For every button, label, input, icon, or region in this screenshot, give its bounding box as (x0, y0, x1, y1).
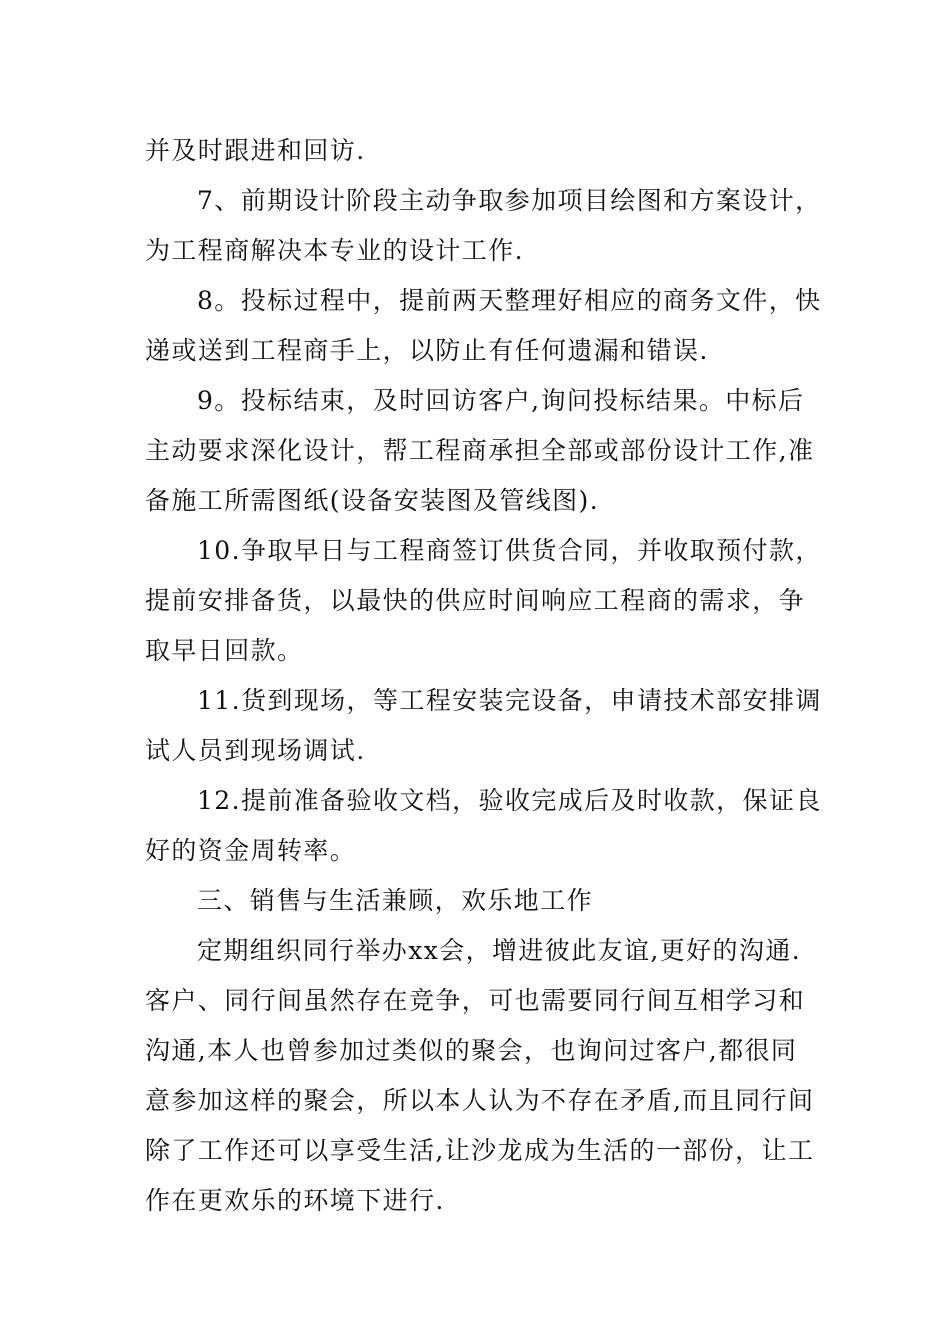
text-line: 主动要求深化设计，帮工程商承担全部或部份设计工作,准 (145, 436, 815, 465)
text-line: 提前安排备货，以最快的供应时间响应工程商的需求，争 (145, 586, 806, 615)
text-line: 12.提前准备验收文档，验收完成后及时收款，保证良 (197, 786, 822, 815)
text-line: 备施工所需图纸(设备安装图及管线图). (145, 486, 600, 515)
text-line: 9。投标结束，及时回访客户,询问投标结果。中标后 (197, 386, 805, 415)
text-line: 10.争取早日与工程商签订供货合同，并收取预付款， (197, 536, 822, 565)
text-line: 意参加这样的聚会，所以本人认为不存在矛盾,而且同行间 (145, 1086, 815, 1115)
text-line: 除了工作还可以享受生活,让沙龙成为生活的一部份，让工 (145, 1136, 815, 1165)
text-line: 客户、同行间虽然存在竞争，可也需要同行间互相学习和 (145, 986, 806, 1015)
text-line: 沟通,本人也曾参加过类似的聚会，也询问过客户,都很同 (145, 1036, 798, 1065)
text-line: 作在更欢乐的环境下进行. (145, 1186, 445, 1215)
text-line: 定期组织同行举办xx会，增进彼此友谊,更好的沟通. (197, 936, 802, 965)
text-line: 好的资金周转率。 (145, 836, 357, 865)
section-heading: 三、销售与生活兼顾，欢乐地工作 (197, 886, 594, 915)
text-line: 取早日回款。 (145, 636, 304, 665)
text-line: 7、前期设计阶段主动争取参加项目绘图和方案设计， (197, 186, 822, 215)
text-line: 试人员到现场调试. (145, 736, 366, 765)
text-line: 递或送到工程商手上，以防止有任何遗漏和错误. (145, 336, 709, 365)
text-line: 为工程商解决本专业的设计工作. (145, 236, 524, 265)
document-body (145, 126, 822, 1226)
text-line: 11.货到现场，等工程安装完设备，申请技术部安排调 (197, 686, 822, 715)
text-line: 并及时跟进和回访. (145, 136, 366, 165)
text-line: 8。投标过程中，提前两天整理好相应的商务文件，快 (197, 286, 822, 315)
